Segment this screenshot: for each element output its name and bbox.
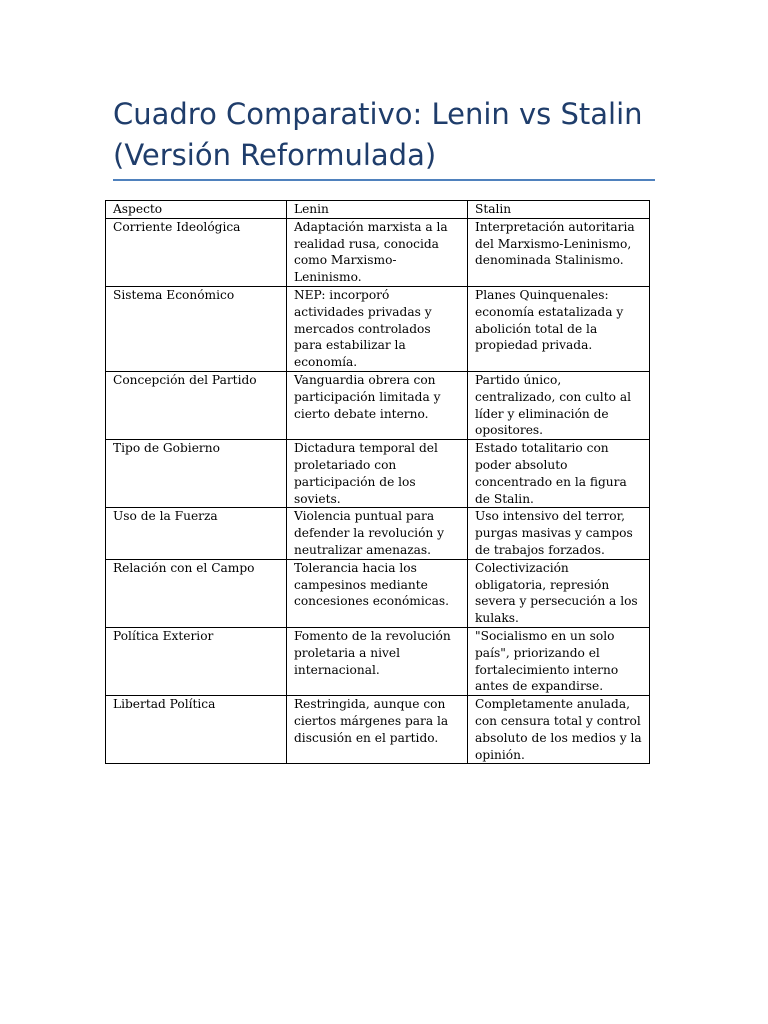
stalin-cell: Colectivización obligatoria, represión severa y persecución a los kulaks.	[468, 559, 650, 627]
title-line-2: (Versión Reformulada)	[113, 138, 437, 172]
comparison-table	[105, 200, 650, 764]
stalin-cell: Estado totalitario con poder absoluto concentrado en la figura de Stalin.	[468, 440, 650, 508]
lenin-cell: Tolerancia hacia los campesinos mediante concesiones económicas.	[287, 559, 468, 627]
aspect-cell: Corriente Ideológica	[106, 218, 287, 286]
aspect-cell: Política Exterior	[106, 627, 287, 695]
aspect-cell: Sistema Económico	[106, 286, 287, 371]
lenin-cell: Violencia puntual para defender la revolución y neutralizar amenazas.	[287, 508, 468, 559]
aspect-cell: Libertad Política	[106, 696, 287, 764]
title-line-1: Cuadro Comparativo: Lenin vs Stalin	[113, 97, 643, 131]
lenin-cell: Dictadura temporal del proletariado con participación de los soviets.	[287, 440, 468, 508]
table-row	[106, 559, 650, 627]
stalin-cell: Completamente anulada, con censura total y control absoluto de los medios y la opinión.	[468, 696, 650, 764]
stalin-cell: Partido único, centralizado, con culto al líder y eliminación de opositores.	[468, 371, 650, 439]
table-row	[106, 440, 650, 508]
stalin-cell: Uso intensivo del terror, purgas masivas y campos de trabajos forzados.	[468, 508, 650, 559]
header-cell-stalin: Stalin	[468, 201, 650, 219]
comparison-table-body	[106, 201, 650, 764]
lenin-cell: Adaptación marxista a la realidad rusa, conocida como Marxismo-Leninismo.	[287, 218, 468, 286]
aspect-cell: Uso de la Fuerza	[106, 508, 287, 559]
lenin-cell: NEP: incorporó actividades privadas y mercados controlados para estabilizar la economía.	[287, 286, 468, 371]
aspect-cell: Relación con el Campo	[106, 559, 287, 627]
lenin-cell: Fomento de la revolución proletaria a nivel internacional.	[287, 627, 468, 695]
table-row	[106, 286, 650, 371]
header-cell-lenin: Lenin	[287, 201, 468, 219]
table-row	[106, 218, 650, 286]
lenin-cell: Vanguardia obrera con participación limitada y cierto debate interno.	[287, 371, 468, 439]
header-cell-aspect: Aspecto	[106, 201, 287, 219]
stalin-cell: Interpretación autoritaria del Marxismo-Leninismo, denominada Stalinismo.	[468, 218, 650, 286]
title-underline	[113, 179, 655, 181]
table-header-row	[106, 201, 650, 219]
aspect-cell: Tipo de Gobierno	[106, 440, 287, 508]
stalin-cell: Planes Quinquenales: economía estatalizada y abolición total de la propiedad privada.	[468, 286, 650, 371]
lenin-cell: Restringida, aunque con ciertos márgenes para la discusión en el partido.	[287, 696, 468, 764]
page-title	[113, 94, 658, 176]
table-row	[106, 696, 650, 764]
table-row	[106, 508, 650, 559]
table-row	[106, 371, 650, 439]
table-row	[106, 627, 650, 695]
stalin-cell: "Socialismo en un solo país", priorizando el fortalecimiento interno antes de expandirse.	[468, 627, 650, 695]
aspect-cell: Concepción del Partido	[106, 371, 287, 439]
